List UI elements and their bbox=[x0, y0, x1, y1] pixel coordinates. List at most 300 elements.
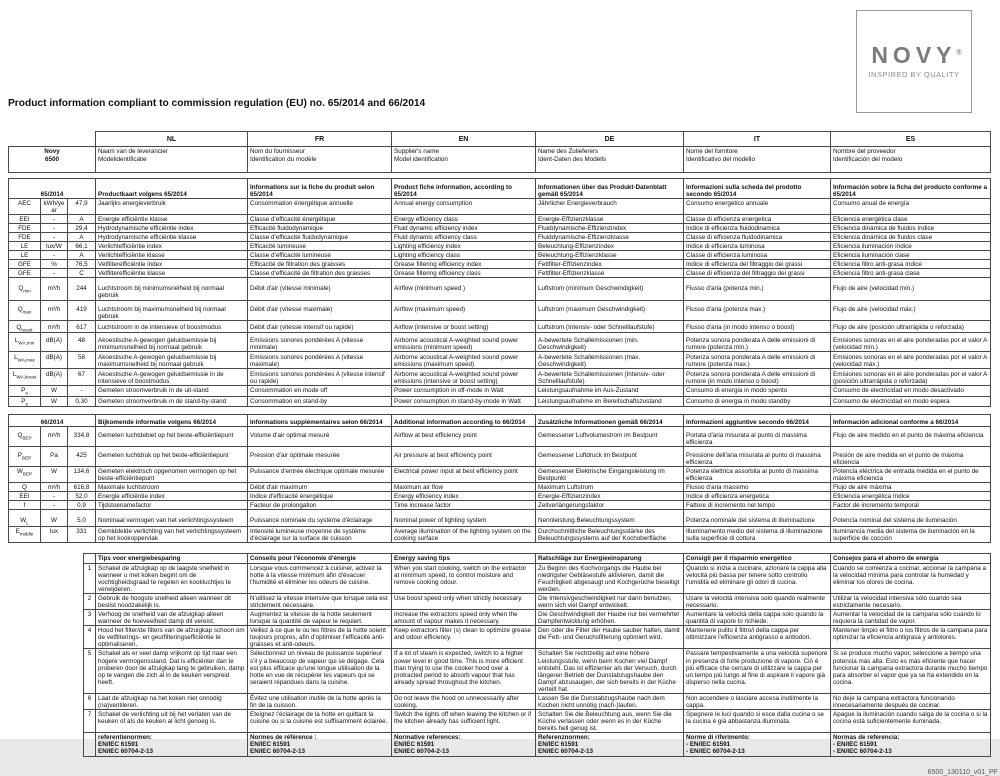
description-cell-es: Eficiencia dinámica de fluidos índice bbox=[831, 224, 991, 233]
value-cell: 0,30 bbox=[68, 396, 96, 406]
language-code-cell: IT bbox=[684, 132, 831, 147]
tip-text-nl: Houd het filter/de filters van de afzuigkap schoon om de vetfilterings- en geurfilteringsefficiëntie te optimaliseren. bbox=[96, 626, 248, 649]
description-cell-fr: Efficacité fluidodynamique bbox=[248, 224, 392, 233]
value-cell: 425 bbox=[68, 447, 96, 467]
tips-header-it: Consigli per il risparmio energetico bbox=[684, 553, 831, 563]
column-header-it: Informazioni aggiuntive secondo 66/2014 bbox=[684, 415, 831, 427]
description-cell-fr: Emissions sonores pondérées A (vitesse minimale) bbox=[248, 333, 392, 352]
value-cell: 616,8 bbox=[68, 483, 96, 492]
novy-logo bbox=[856, 10, 972, 113]
description-cell-nl: Gemeten stroomverbruik in de uit-stand bbox=[96, 386, 248, 396]
value-cell: C bbox=[68, 269, 96, 278]
description-cell-es: Consumo de electricidad en modo desactivado bbox=[831, 386, 991, 396]
tip-text-it: Usare la velocità intensiva solo quando realmente necessario. bbox=[684, 594, 831, 610]
tip-text-de: Die Intensivgeschwindigkeit nur dann benutzen, wenn sich viel Dampf entwickelt. bbox=[536, 594, 684, 610]
tip-text-es: Si se produce mucho vapor, seleccione a tiempo una potencia más alta. Esto es más eficiente que hacer funcionar la campana extractora durante mucho tiempo para absorber el vapor que ya se ha extendido en la cocina. bbox=[831, 649, 991, 693]
supplier-name-label: Naam van de leverancier bbox=[98, 148, 169, 155]
unit-cell: m³/h bbox=[41, 483, 68, 492]
symbol-cell: EEI bbox=[9, 215, 41, 224]
symbol-cell: LE bbox=[9, 242, 41, 251]
description-cell-es: Emisiones sonoras en el aire ponderadas por el valor A (velocidad mín.) bbox=[831, 333, 991, 352]
value-cell: 0,9 bbox=[68, 501, 96, 510]
value-cell: 617 bbox=[68, 320, 96, 332]
description-cell-it: Potenza elettrica assorbita al punto di massima efficienza bbox=[684, 467, 831, 483]
tip-text-de: Zu Beginn des Kochvorgangs die Haube bei niedrigster Gebläsestufe aktivieren, damit die Feuchtigkeit abgesaugt und Kochgerüche beseitigt werden. bbox=[536, 563, 684, 593]
description-cell-it: Classe di efficienza fluidodinamica bbox=[684, 233, 831, 242]
description-cell-de: Fluiddynamische-Effizienzklasse bbox=[536, 233, 684, 242]
description-cell-es: Eficiencia iluminación clase bbox=[831, 251, 991, 260]
symbol-cell: $Q_{min}$ bbox=[9, 278, 41, 300]
description-cell-en: Airflow (minimum speed ) bbox=[392, 278, 536, 300]
references-number-cell bbox=[84, 733, 96, 757]
reference-norm: EN/IEC 61591 bbox=[98, 741, 139, 749]
tip-text-en: Increase the extractors speed only when the amount of vapour makes it necessary. bbox=[392, 610, 536, 626]
description-cell-nl: Vetfilterefficiëntie klasse bbox=[96, 269, 248, 278]
reference-norm: EN/IEC 60704-2-13 bbox=[538, 748, 593, 756]
symbol-cell: FDE bbox=[9, 233, 41, 242]
unit-cell: W bbox=[41, 396, 68, 406]
references-label: Norme di riferimento: bbox=[686, 734, 751, 741]
description-cell-nl: Tijdstoenamefactor bbox=[96, 501, 248, 510]
description-cell-de: Fettfilter-Effizienzklasse bbox=[536, 269, 684, 278]
description-cell-it: Portata d'aria misurata al punto di massima efficienza bbox=[684, 427, 831, 447]
description-cell-it: Classe di efficienza del filtraggio dei grassi bbox=[684, 269, 831, 278]
description-cell-es: Factor de incremento temporal bbox=[831, 501, 991, 510]
tip-number: 3 bbox=[84, 610, 96, 626]
tips-header-nl: Tips voor energiebesparing bbox=[96, 553, 248, 563]
symbol-subscript: o bbox=[25, 390, 28, 396]
description-cell-en: Power consumption in off-mode in Watt bbox=[392, 386, 536, 396]
description-cell-nl: Vetfilterefficiëntie index bbox=[96, 260, 248, 269]
symbol-cell: GFE bbox=[9, 260, 41, 269]
unit-cell: dB(A) bbox=[41, 352, 68, 369]
description-cell-it: Consumo energetico annuale bbox=[684, 199, 831, 215]
tip-text-fr: Évitez une utilisation inutile de la hotte après la fin de la cuisson. bbox=[248, 693, 392, 709]
description-cell-fr: Consommation en stand-by bbox=[248, 396, 392, 406]
description-cell-es: Potencia nominal del sistema de iluminación bbox=[831, 510, 991, 526]
description-cell-nl: Akoestische A-gewogen geluidsemissie bij maximumsnelheid bij normaal gebruik bbox=[96, 352, 248, 369]
unit-cell: lux bbox=[41, 526, 68, 542]
description-cell-en: Nominal power of lighting system bbox=[392, 510, 536, 526]
tip-text-nl: Laat de afzuigkap na het koken niet onnodig (na)ventileren. bbox=[96, 693, 248, 709]
references-label: Normes de référence : bbox=[250, 734, 317, 741]
references-cell-es bbox=[831, 733, 991, 757]
symbol-subscript: L bbox=[26, 520, 29, 526]
description-cell-en: Energy efficiency index bbox=[392, 492, 536, 501]
description-cell-es: Eficiencia iluminación índice bbox=[831, 242, 991, 251]
description-cell-nl: Luchtstroom in de intensieve of boostmodus bbox=[96, 320, 248, 332]
description-cell-es: Flujo de aire máxima bbox=[831, 483, 991, 492]
reference-norm: EN/IEC 61591 bbox=[394, 741, 435, 749]
tip-text-fr: Augmentez la vitesse de la hotte seulement lorsque la quantité de vapeur le requiert. bbox=[248, 610, 392, 626]
doc-code: 6500_130110_v01_PF bbox=[927, 769, 998, 776]
unit-cell: m³/h bbox=[41, 300, 68, 320]
tip-text-es: Mantener limpio el filtro o los filtros de la campana para optimizar la eficiencia antigrasa y antiolores. bbox=[831, 626, 991, 649]
tip-text-en: When you start cooking, switch on the extractor at minimum speed, to control moisture and remove cooking odour. bbox=[392, 563, 536, 593]
supplier-name-label: Nom du fournisseur bbox=[250, 148, 305, 155]
description-cell-it: Classe di efficienza energetica bbox=[684, 215, 831, 224]
tip-number: 2 bbox=[84, 594, 96, 610]
model-id-label: Model identification bbox=[394, 155, 448, 163]
references-label: Referenznormen: bbox=[538, 734, 590, 741]
tip-text-en: Do not leave the hood on unnecessarily after cooking. bbox=[392, 693, 536, 709]
tip-text-fr: N'utilisez la vitesse intensive que lorsque cela est strictement nécessaire. bbox=[248, 594, 392, 610]
description-cell-fr: Pression d'air optimale mesurée bbox=[248, 447, 392, 467]
description-cell-es: Emisiones sonoras en el aire ponderadas por el valor A (velocidad máx.) bbox=[831, 352, 991, 369]
reference-norm: - EN/IEC 60704-2-13 bbox=[686, 748, 745, 756]
description-cell-en: Airborne acoustical A-weighted sound power emissions (maximum speed) bbox=[392, 352, 536, 369]
supplier-label-cell-nl bbox=[96, 147, 248, 173]
unit-cell: - bbox=[41, 233, 68, 242]
description-cell-en: Grease filtering efficiency class bbox=[392, 269, 536, 278]
symbol-cell: $P_o$ bbox=[9, 386, 41, 396]
description-cell-de: Gemessener Elektrische Eingangsleistung im Bestpunkt bbox=[536, 467, 684, 483]
tip-text-fr: Lorsque vous commencez à cuisiner, activez la hotte à la vitesse minimum afin d'évacuer l'humidité et éliminer les odeurs de cuisine. bbox=[248, 563, 392, 593]
value-cell: 48 bbox=[68, 333, 96, 352]
symbol-cell: f bbox=[9, 501, 41, 510]
tip-text-en: If a lot of steam is expected, switch to a higher power level in good time. This is more efficient than trying to use the cooker hood over a protracted period to absorb vapour that has already spread throughout the kitchen. bbox=[392, 649, 536, 693]
tip-text-en: Keep extractors filter (s) clean to optimize grease and odour efficiency. bbox=[392, 626, 536, 649]
tip-text-de: Den oder die Filter der Haube sauber halten, damit die Fett- und Geruchsfilterung optimiert wird. bbox=[536, 626, 684, 649]
value-cell: 419 bbox=[68, 300, 96, 320]
symbol-cell: FDE bbox=[9, 224, 41, 233]
tips-number-header bbox=[84, 553, 96, 563]
description-cell-nl: Luchtstroom bij maximumsnelheid bij normaal gebruik bbox=[96, 300, 248, 320]
symbol-cell: $W_L$ bbox=[9, 510, 41, 526]
language-code-cell: NL bbox=[96, 132, 248, 147]
description-cell-fr: Efficacité lumineuse bbox=[248, 242, 392, 251]
references-label: Normas de referencia: bbox=[833, 734, 900, 741]
tip-text-it: Quando si inizia a cucinare, azionare la cappa alla velocità più bassa per tenere sotto controllo l'umidità ed eliminare gli odori di cucina. bbox=[684, 563, 831, 593]
symbol-subscript: WA,boost bbox=[16, 374, 37, 380]
value-cell: 5,0 bbox=[68, 510, 96, 526]
description-cell-es: Eficiencia filtro anti-grasa índice bbox=[831, 260, 991, 269]
tip-text-en: Use boost speed only when strictly necessary. bbox=[392, 594, 536, 610]
symbol-cell: $P_s$ bbox=[9, 396, 41, 406]
description-cell-fr: Indice d'efficacité énergétique bbox=[248, 492, 392, 501]
value-cell: 29,4 bbox=[68, 224, 96, 233]
value-cell: 52,0 bbox=[68, 492, 96, 501]
supplier-name: Novy bbox=[44, 148, 60, 155]
column-header-it: Informazioni sulla scheda del prodotto secondo 65/2014 bbox=[684, 179, 831, 199]
tip-text-de: Schalten Sie rechtzeitig auf eine höhere Leistungsstufe, wenn beim Kochen viel Dampf entsteht. Das ist effizienter als der Versuch, durch längeren Betrieb der Dunstabzugshaube den Dampf abzusaugen, der sich bereits in der Küche verteilt hat. bbox=[536, 649, 684, 693]
tip-text-fr: Veillez à ce que le ou les filtres de la hotte soient toujours propres, afin d'optimiser l'efficacité anti-graisses et anti-odeurs. bbox=[248, 626, 392, 649]
model-id-label: Identification du modèle bbox=[250, 155, 317, 163]
symbol-cell: $L_{WA,min}$ bbox=[9, 333, 41, 352]
unit-cell: - bbox=[41, 492, 68, 501]
supplier-model: 6500 bbox=[44, 155, 59, 163]
supplier-name-label: Supplier's name bbox=[394, 148, 439, 155]
reference-norm: - EN/IEC 61591 bbox=[833, 741, 878, 749]
description-cell-it: Potenza sonora ponderata A delle emissioni di rumore (potenza max.) bbox=[684, 352, 831, 369]
description-cell-en: Airborne acoustical A-weighted sound power emissions (minimum speed) bbox=[392, 333, 536, 352]
language-code-cell: DE bbox=[536, 132, 684, 147]
value-cell: - bbox=[68, 386, 96, 396]
description-cell-en: Airflow (maximum speed) bbox=[392, 300, 536, 320]
description-cell-it: Flusso d'aria (potenza min.) bbox=[684, 278, 831, 300]
description-cell-de: Zeitverlängerungsfaktor bbox=[536, 501, 684, 510]
tips-header-fr: Conseils pour l'économie d'énergie bbox=[248, 553, 392, 563]
description-cell-es: Eficiencia dinámica de fluidos clase bbox=[831, 233, 991, 242]
description-cell-de: Energie-Effizienzindex bbox=[536, 492, 684, 501]
tips-header-en: Energy saving tips bbox=[392, 553, 536, 563]
tip-text-fr: Sélectionnez un niveau de puissance supérieur s'il y a beaucoup de vapeur qui se dégage. Cela est plus efficace qu'une longue utilisation de la hotte en vue de récupérer les vapeurs qui se seraient répandues dans la cuisine. bbox=[248, 649, 392, 693]
symbol-subscript: BEP bbox=[22, 455, 32, 461]
unit-cell: - bbox=[41, 215, 68, 224]
description-cell-nl: Gemiddelde verlichting van het verlichtingssysteem op het kookoppervlak bbox=[96, 526, 248, 542]
registered-mark: ® bbox=[956, 49, 962, 57]
description-cell-nl: Verlichtefficiëntie index bbox=[96, 242, 248, 251]
description-cell-nl: Akoestische A-gewogen geluidsemissie bij minimumsnelheid bij normaal gebruik bbox=[96, 333, 248, 352]
tip-text-de: Die Geschwindigkeit der Haube nur bei vermehrter Dampfentwicklung erhöhen. bbox=[536, 610, 684, 626]
supplier-name-label: Nombre del proveedor bbox=[833, 148, 896, 155]
description-cell-nl: Gemeten luchtdruk op het beste-efficiëntiepunt bbox=[96, 447, 248, 467]
tip-text-it: Passare tempestivamente a una velocità superiore in presenza di forte produzione di vapore. Ciò è più efficace che cercare di utilizzare la cappa per un tempo più lungo al fine di aspirare il vapore già disperso nella cucina. bbox=[684, 649, 831, 693]
value-cell: 331 bbox=[68, 526, 96, 542]
description-cell-en: Average illumination of the lighting system on the cooking surface bbox=[392, 526, 536, 542]
description-cell-it: Classe di efficienza luminosa bbox=[684, 251, 831, 260]
references-cell-de bbox=[536, 733, 684, 757]
symbol-subscript: boost bbox=[21, 326, 33, 332]
symbol-subscript: middle bbox=[19, 531, 34, 537]
description-cell-nl: Akoestische A-gewogen geluidsemissie in de intensieve of boostmodus bbox=[96, 369, 248, 386]
tip-text-it: Mantenere pulito il filtro/i della cappa per ottimizzare l'efficienza antigrasso e antiodori. bbox=[684, 626, 831, 649]
description-cell-de: Fettfilter-Effizienzindex bbox=[536, 260, 684, 269]
symbol-cell: $Q_{boost}$ bbox=[9, 320, 41, 332]
tip-number: 7 bbox=[84, 709, 96, 732]
tip-number: 4 bbox=[84, 626, 96, 649]
description-cell-it: Potenza nominale del sistema di illuminazione bbox=[684, 510, 831, 526]
description-cell-fr: Puissance nominale du système d'éclairage bbox=[248, 510, 392, 526]
unit-cell: - bbox=[41, 269, 68, 278]
description-cell-nl: Nominaal vermogen van het verlichtingssysteem bbox=[96, 510, 248, 526]
supplier-label-cell-en bbox=[392, 147, 536, 173]
value-cell: 134,6 bbox=[68, 467, 96, 483]
unit-cell: m³/h bbox=[41, 278, 68, 300]
symbol-subscript: WA,max bbox=[17, 357, 35, 363]
description-cell-fr: Débit d'air (vitesse intensif ou rapide) bbox=[248, 320, 392, 332]
description-cell-es: Flujo de aire medido en el punto de máxima eficiencia bbox=[831, 427, 991, 447]
tip-text-es: Apague la iluminación cuando salga de la cocina o si la cocina está suficientemente iluminada. bbox=[831, 709, 991, 732]
tip-text-en: Switch the lights off when leaving the kitchen or if the kitchen already has sufficient light. bbox=[392, 709, 536, 732]
tips-header-es: Consejos para el ahorro de energía bbox=[831, 553, 991, 563]
description-cell-es: Eficiencia energética índice bbox=[831, 492, 991, 501]
description-cell-de: Luftstrom (Intensiv- oder Schnelllaufstufe) bbox=[536, 320, 684, 332]
unit-cell: Pa bbox=[41, 447, 68, 467]
table-65-2014 bbox=[8, 178, 991, 407]
product-header-table bbox=[8, 131, 991, 173]
tip-text-es: Cuando se comienza a cocinar, accionar la campana a la velocidad mínima para controlar la humedad y eliminar los olores de cocina. bbox=[831, 563, 991, 593]
tip-text-de: Lassen Sie die Dunstabzugshaube nach dem Kochen nicht unnötig (nach-)laufen. bbox=[536, 693, 684, 709]
symbol-cell: LE bbox=[9, 251, 41, 260]
tip-text-nl: Verhoog de snelheid van de afzuigkap alleen wanneer de hoeveelheid damp dit vereist. bbox=[96, 610, 248, 626]
tip-number: 1 bbox=[84, 563, 96, 593]
column-header-nl: Productkaart volgens 65/2014 bbox=[96, 179, 248, 199]
description-cell-it: Consumo di energia in modo spento bbox=[684, 386, 831, 396]
description-cell-de: Durchschnittliche Beleuchtungsstärke des Beleuchtungssystems auf der Kochoberfläche bbox=[536, 526, 684, 542]
description-cell-en: Airflow (intensive or boost setting) bbox=[392, 320, 536, 332]
unit-cell: kWh/year bbox=[41, 199, 68, 215]
description-cell-it: Flusso d'aria (potenza max.) bbox=[684, 300, 831, 320]
symbol-cell: $P_{BEP}$ bbox=[9, 447, 41, 467]
description-cell-en: Annual energy consumption bbox=[392, 199, 536, 215]
description-cell-de: Energie-Effizienzklasse bbox=[536, 215, 684, 224]
value-cell: 47,9 bbox=[68, 199, 96, 215]
column-header-de: Informationen über das Produkt-Datenblatt gemäß 65/2014 bbox=[536, 179, 684, 199]
regulation-code-cell: 66/2014 bbox=[9, 415, 96, 427]
unit-cell: W bbox=[41, 510, 68, 526]
description-cell-es: Potencia eléctrica de entrada medida en el punto de máxima eficiencia bbox=[831, 467, 991, 483]
description-cell-it: Potenza sonora ponderata A delle emissioni di rumore (in modo intenso o boost) bbox=[684, 369, 831, 386]
description-cell-de: A-bewertete Schallemissionen (max. Geschwindigkeit) bbox=[536, 352, 684, 369]
unit-cell: lux/W bbox=[41, 242, 68, 251]
description-cell-nl: Luchtstroom bij minimumsnelheid bij normaal gebruik bbox=[96, 278, 248, 300]
description-cell-de: A-bewertete Schallemissionen (Intensiv- oder Schnelllaufstufe) bbox=[536, 369, 684, 386]
description-cell-it: Indice di efficienza luminosa bbox=[684, 242, 831, 251]
description-cell-de: Gemessener Luftdruck im Bestpunt bbox=[536, 447, 684, 467]
unit-cell: dB(A) bbox=[41, 333, 68, 352]
supplier-cell bbox=[9, 147, 96, 173]
header-blank-cell bbox=[9, 132, 96, 147]
model-id-label: Identificativo del modello bbox=[686, 155, 755, 163]
description-cell-de: Nennleistung Beleuchtungssystem bbox=[536, 510, 684, 526]
supplier-name-label: Name des Zulieferers bbox=[538, 148, 599, 155]
tip-text-it: Aumentare la velocità della cappa solo quando la quantità di vapore lo richiede. bbox=[684, 610, 831, 626]
symbol-cell: $W_{BEP}$ bbox=[9, 467, 41, 483]
brand-tagline: INSPIRED BY QUALITY bbox=[868, 70, 960, 79]
symbol-cell: $L_{WA,boost}$ bbox=[9, 369, 41, 386]
description-cell-nl: Hydrodynamische efficiëntie klasse bbox=[96, 233, 248, 242]
description-cell-es: Flujo de aire (velocidad mín.) bbox=[831, 278, 991, 300]
description-cell-en: Time increase factor bbox=[392, 501, 536, 510]
description-cell-de: Fluiddynamische-Effizienzindex bbox=[536, 224, 684, 233]
tip-number: 5 bbox=[84, 649, 96, 693]
reference-norm: EN/IEC 61591 bbox=[538, 741, 579, 749]
description-cell-fr: Consommation énergétique annuelle bbox=[248, 199, 392, 215]
description-cell-en: Fluid dynamic efficiency index bbox=[392, 224, 536, 233]
reference-norm: EN/IEC 61591 bbox=[250, 741, 291, 749]
description-cell-es: Emisiones sonoras en el aire ponderadas por el valor A (posición ultrarrápida o reforzada) bbox=[831, 369, 991, 386]
description-cell-fr: Efficacité de filtration des graisses bbox=[248, 260, 392, 269]
tip-text-nl: Schakel de verlichting uit bij het verlaten van de keuken of als de keuken al licht genoeg is. bbox=[96, 709, 248, 732]
unit-cell: - bbox=[41, 501, 68, 510]
description-cell-en: Lighting efficiency index bbox=[392, 242, 536, 251]
unit-cell: - bbox=[41, 251, 68, 260]
description-cell-de: Luftstrom (maximum Geschwindigkeit) bbox=[536, 300, 684, 320]
description-cell-fr: Facteur de prolongation bbox=[248, 501, 392, 510]
symbol-subscript: min bbox=[23, 288, 31, 294]
description-cell-nl: Energie efficiëntie klasse bbox=[96, 215, 248, 224]
column-header-de: Zusätzliche Informationen gemäß 66/2014 bbox=[536, 415, 684, 427]
description-cell-it: Illuminamento medio del sistema di illuminazione sulla superficie di cottura bbox=[684, 526, 831, 542]
description-cell-it: Flusso d'aria (in modo intenso o boost) bbox=[684, 320, 831, 332]
page-title: Product information compliant to commission regulation (EU) no. 65/2014 and 66/2014 bbox=[8, 98, 426, 109]
unit-cell: W bbox=[41, 467, 68, 483]
supplier-label-cell-it bbox=[684, 147, 831, 173]
table-66-2014 bbox=[8, 414, 991, 543]
value-cell: 76,5 bbox=[68, 260, 96, 269]
description-cell-en: Airflow at best efficiency point bbox=[392, 427, 536, 447]
tip-text-nl: Schakel de afzuigkap op de laagste snelheid in wanneer u met koken begint om de vochtigheidsgraad te regelen en kookluchtjes te verwijderen. bbox=[96, 563, 248, 593]
references-label: Normative references: bbox=[394, 734, 461, 741]
column-header-fr: Informations sur la fiche du produit selon 65/2014 bbox=[248, 179, 392, 199]
value-cell: 244 bbox=[68, 278, 96, 300]
model-id-label: Ident-Daten des Modells bbox=[538, 155, 607, 163]
description-cell-de: Beleuchtung-Effizienzindex bbox=[536, 242, 684, 251]
description-cell-fr: Classe d'efficacité fluidodynamique bbox=[248, 233, 392, 242]
description-cell-fr: Débit d'air (vitesse minimale) bbox=[248, 278, 392, 300]
description-cell-de: Gemessener Luftvolumestrom im Bestpunt bbox=[536, 427, 684, 447]
tip-text-nl: Gebruik de hoogste snelheid alleen wanneer dit beslist noodzakelijk is. bbox=[96, 594, 248, 610]
description-cell-es: Eficiencia energética clase bbox=[831, 215, 991, 224]
language-code-cell: ES bbox=[831, 132, 991, 147]
description-cell-de: Maximum Luftstrom bbox=[536, 483, 684, 492]
symbol-cell: Q bbox=[9, 483, 41, 492]
description-cell-es: Consumo de electricidad en modo espera bbox=[831, 396, 991, 406]
description-cell-nl: Hydrodynamische efficiëntie index bbox=[96, 224, 248, 233]
description-cell-it: Pressione dell'aria misurata al punto di massima efficienza bbox=[684, 447, 831, 467]
description-cell-en: Airborne acoustical A-weighted sound power emissions (intensive or boost setting) bbox=[392, 369, 536, 386]
references-label: referentienormen: bbox=[98, 734, 152, 741]
supplier-label-cell-de bbox=[536, 147, 684, 173]
description-cell-fr: Débit d'air (vitesse maximale) bbox=[248, 300, 392, 320]
description-cell-it: Consumo di energia in modo standby bbox=[684, 396, 831, 406]
tip-text-es: Utilizar la velocidad intensiva sólo cuando sea estrictamente necesario. bbox=[831, 594, 991, 610]
description-cell-it: Indice di efficienza fluidodinamica bbox=[684, 224, 831, 233]
description-cell-it: Indice di efficienza del filtraggio dei grassi bbox=[684, 260, 831, 269]
description-cell-fr: Emissions sonores pondérées A (vitesse intensif ou rapide) bbox=[248, 369, 392, 386]
references-cell-en bbox=[392, 733, 536, 757]
description-cell-de: Beleuchtung-Effizienzklasse bbox=[536, 251, 684, 260]
unit-cell: m³/h bbox=[41, 320, 68, 332]
symbol-cell: $L_{WA,max}$ bbox=[9, 352, 41, 369]
symbol-subscript: BEP bbox=[22, 435, 32, 441]
description-cell-de: A-bewertete Schallemissionen (min. Geschwindigkeit) bbox=[536, 333, 684, 352]
supplier-label-cell-es bbox=[831, 147, 991, 173]
column-header-es: Información adicional conforme a 66/2014 bbox=[831, 415, 991, 427]
symbol-subscript: WA,min bbox=[18, 340, 35, 346]
description-cell-en: Grease filtering efficiency index bbox=[392, 260, 536, 269]
description-cell-fr: Consommation en mode off bbox=[248, 386, 392, 396]
unit-cell: W bbox=[41, 386, 68, 396]
reference-norm: EN/IEC 60704-2-13 bbox=[98, 748, 153, 756]
description-cell-en: Electrical power input at best efficiency point bbox=[392, 467, 536, 483]
tip-text-nl: Schakel als er veel damp vrijkomt op tijd naar een hogere vermogensstand. Dat is efficiënter dan te proberen door de afzuigkap lang te gebruiken, damp op te vangen die zich al in de keuken verspreid heeft. bbox=[96, 649, 248, 693]
tips-header-de: Ratschläge zur Energieeinsparung bbox=[536, 553, 684, 563]
description-cell-es: Presión de aire medida en el punto de máxima eficiencia bbox=[831, 447, 991, 467]
column-header-es: Información sobre la ficha del producto conforme a 65/2014 bbox=[831, 179, 991, 199]
content-column bbox=[8, 131, 998, 776]
value-cell: 58 bbox=[68, 352, 96, 369]
symbol-cell: EEI bbox=[9, 492, 41, 501]
description-cell-it: Fattore di incremento nel tempo bbox=[684, 501, 831, 510]
model-id-label: Identificación del modelo bbox=[833, 155, 903, 163]
description-cell-it: Flusso d'aria massimo bbox=[684, 483, 831, 492]
description-cell-en: Power consumption in stand-by-mode in Watt bbox=[392, 396, 536, 406]
description-cell-it: Indice di efficienza energetica bbox=[684, 492, 831, 501]
references-cell-fr bbox=[248, 733, 392, 757]
description-cell-nl: Gemeten stroomverbruik in de stand-by-stand bbox=[96, 396, 248, 406]
symbol-subscript: max bbox=[22, 308, 32, 314]
symbol-cell: GFE bbox=[9, 269, 41, 278]
symbol-cell: AEC bbox=[9, 199, 41, 215]
references-cell-nl bbox=[96, 733, 248, 757]
unit-cell: % bbox=[41, 260, 68, 269]
column-header-en: Additional information according to 66/2014 bbox=[392, 415, 536, 427]
description-cell-fr: Débit d'air maximum bbox=[248, 483, 392, 492]
description-cell-en: Energy efficiency class bbox=[392, 215, 536, 224]
column-header-en: Product fiche information, according to 65/2014 bbox=[392, 179, 536, 199]
